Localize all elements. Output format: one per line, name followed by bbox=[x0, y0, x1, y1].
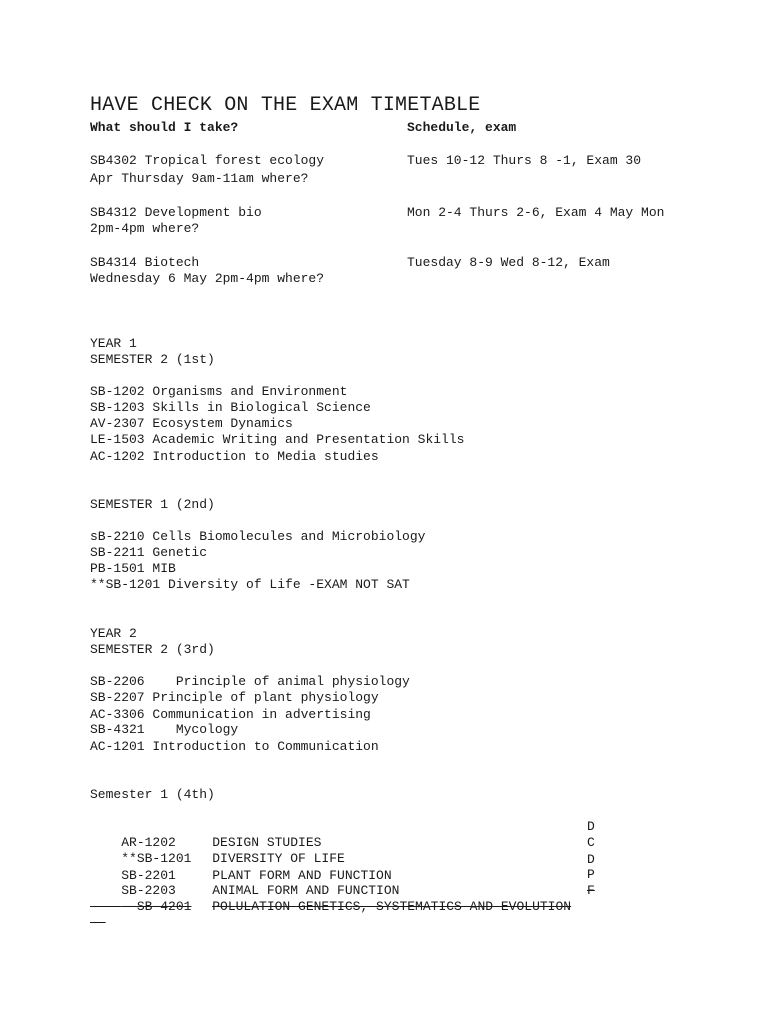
grade-value: D bbox=[587, 852, 595, 867]
list-item: sB-2210 Cells Biomolecules and Microbiology bbox=[90, 529, 426, 544]
course-code: **SB-1201 bbox=[121, 851, 192, 866]
list-item: **SB-1201 Diversity of Life -EXAM NOT SAT bbox=[90, 577, 410, 592]
list-item: AV-2307 Ecosystem Dynamics bbox=[90, 416, 293, 431]
semester-heading: SEMESTER 2 (3rd) bbox=[90, 642, 215, 657]
list-item: SB-4321 Mycology bbox=[90, 722, 239, 737]
list-item: SB-1203 Skills in Biological Science bbox=[90, 400, 371, 415]
course-name: SB4312 Development bio bbox=[90, 205, 262, 220]
course-title: PLANT FORM AND FUNCTION bbox=[212, 868, 392, 883]
list-item: SB-2207 Principle of plant physiology bbox=[90, 690, 379, 705]
table-row-struck bbox=[90, 883, 571, 931]
course-code: SB-2201 bbox=[121, 868, 176, 883]
course-title: DIVERSITY OF LIFE bbox=[212, 851, 345, 866]
list-item: SB-2211 Genetic bbox=[90, 545, 208, 560]
year-heading: YEAR 2 bbox=[90, 626, 137, 641]
course-title: POLULATION GENETICS, SYSTEMATICS AND EVOLUTION bbox=[212, 899, 572, 914]
course-schedule: Tues 10-12 Thurs 8 -1, Exam 30 bbox=[407, 153, 642, 168]
course-schedule-continuation: 2pm-4pm where? bbox=[90, 221, 200, 236]
semester-heading: Semester 1 (4th) bbox=[90, 787, 215, 802]
document-title: HAVE CHECK ON THE EXAM TIMETABLE bbox=[90, 94, 481, 117]
course-schedule: Mon 2-4 Thurs 2-6, Exam 4 May Mon bbox=[407, 205, 665, 220]
year-heading: YEAR 1 bbox=[90, 336, 137, 351]
course-title: ANIMAL FORM AND FUNCTION bbox=[212, 883, 400, 898]
header-schedule: Schedule, exam bbox=[407, 120, 517, 135]
grade-value: D bbox=[587, 819, 595, 834]
list-item: PB-1501 MIB bbox=[90, 561, 176, 576]
course-schedule-continuation: Wednesday 6 May 2pm-4pm where? bbox=[90, 271, 325, 286]
header-what-to-take: What should I take? bbox=[90, 120, 239, 135]
course-schedule: Tuesday 8-9 Wed 8-12, Exam bbox=[407, 255, 610, 270]
semester-heading: SEMESTER 1 (2nd) bbox=[90, 497, 215, 512]
course-code: AR-1202 bbox=[121, 835, 176, 850]
course-code: --SB-4201 bbox=[121, 899, 192, 914]
course-name: SB4302 Tropical forest ecology bbox=[90, 153, 325, 168]
list-item: AC-1201 Introduction to Communication bbox=[90, 739, 379, 754]
grade-value: C bbox=[587, 835, 595, 850]
course-title: DESIGN STUDIES bbox=[212, 835, 322, 850]
semester-heading: SEMESTER 2 (1st) bbox=[90, 352, 215, 367]
course-name: SB4314 Biotech bbox=[90, 255, 200, 270]
list-item: AC-3306 Communication in advertising bbox=[90, 707, 371, 722]
grade-value: P bbox=[587, 867, 595, 882]
grade-value: F bbox=[587, 883, 595, 898]
list-item: SB-2206 Principle of animal physiology bbox=[90, 674, 410, 689]
course-code: SB-2203 bbox=[121, 883, 176, 898]
course-schedule-continuation: Apr Thursday 9am-11am where? bbox=[90, 171, 309, 186]
list-item: SB-1202 Organisms and Environment bbox=[90, 384, 348, 399]
list-item: AC-1202 Introduction to Media studies bbox=[90, 449, 379, 464]
list-item: LE-1503 Academic Writing and Presentation Skills bbox=[90, 432, 465, 447]
